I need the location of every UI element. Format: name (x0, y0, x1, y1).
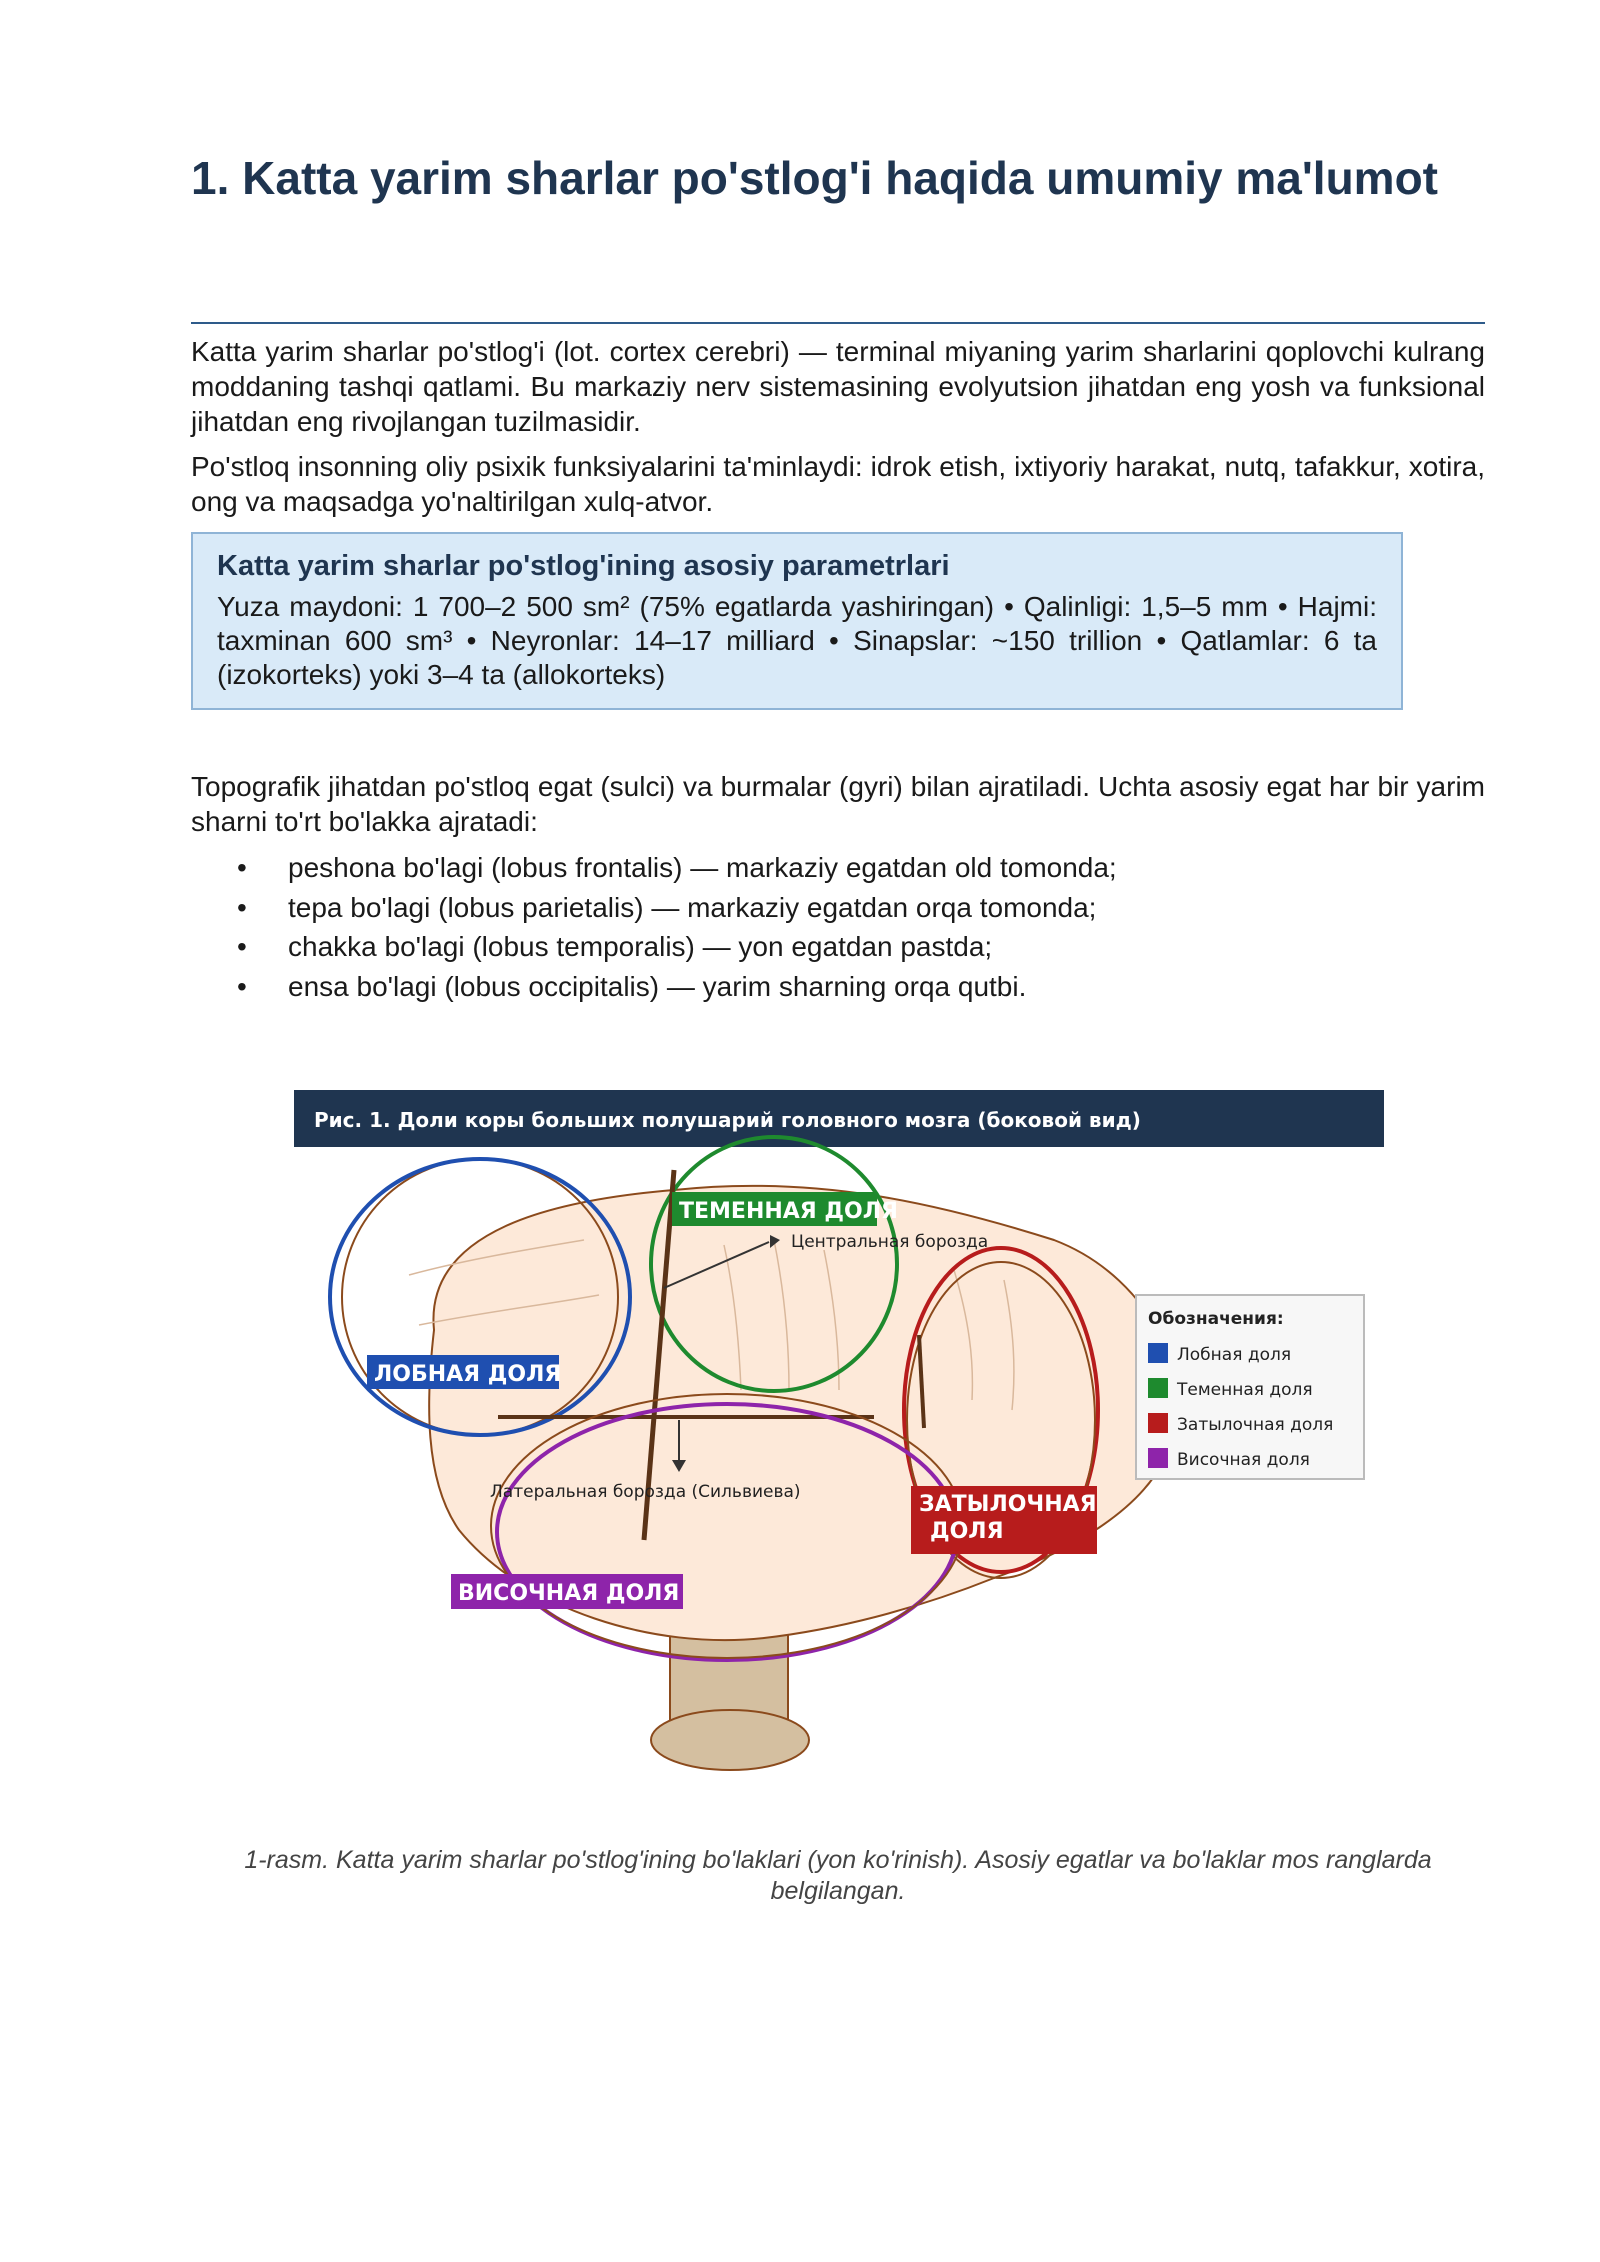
bullet-marker: • (237, 931, 247, 962)
brain-stem-base (651, 1710, 809, 1770)
list-item (191, 848, 1485, 888)
legend-item-frontal: Лобная доля (1177, 1345, 1292, 1365)
title-divider (191, 322, 1485, 324)
bullet-marker: • (237, 891, 247, 923)
bullet-marker: • (237, 970, 247, 1002)
intro-paragraph-1: Katta yarim sharlar po'stlog'i (lot. cortex cerebri) — terminal miyaning yarim sharlarini qoplovchi kulrang moddaning tashqi qatlami. Bu markaziy nerv sistemasining evolyutsion jihatdan eng yosh va funksional jihatdan eng rivojlangan tuzilmasidir. (191, 336, 1485, 437)
legend-item-occipital: Затылочная доля (1177, 1415, 1334, 1435)
brain-diagram (294, 1090, 1384, 1790)
frontal-label: ЛОБНАЯ ДОЛЯ (374, 1362, 562, 1387)
list-item-text: peshona bo'lagi (lobus frontalis) — markaziy egatdan old tomonda; (288, 852, 1117, 883)
parameters-box-text: Yuza maydoni: 1 700–2 500 sm² (75% egatlarda yashiringan) • Qalinligi: 1,5–5 mm • Hajmi: taxminan 600 sm³ • Neyronlar: 14–17 milliard • Sinapslar: ~150 trillion • Qatlamlar: 6 ta (izokorteks) yoki 3–4 ta (allokorteks) (217, 591, 1377, 690)
legend-item-parietal: Теменная доля (1177, 1380, 1313, 1400)
brain-lobes-figure (294, 1090, 1384, 1790)
lobes-list (191, 848, 1485, 1006)
parietal-label: ТЕМЕННАЯ ДОЛЯ (679, 1199, 898, 1224)
figure-caption: 1-rasm. Katta yarim sharlar po'stlog'ining bo'laklari (yon ko'rinish). Asosiy egatlar va bo'laklar mos ranglarda belgilangan. (244, 1846, 1432, 1905)
topography-paragraph: Topografik jihatdan po'stloq egat (sulci) va burmalar (gyri) bilan ajratiladi. Uchta asosiy egat har bir yarim sharni to'rt bo'lakka ajratadi: (191, 771, 1485, 837)
figure-header-text: Рис. 1. Доли коры больших полушарий головного мозга (боковой вид) (314, 1108, 1141, 1132)
legend-swatch-occipital (1148, 1413, 1168, 1433)
list-item (191, 888, 1485, 928)
legend-swatch-parietal (1148, 1378, 1168, 1398)
legend-item-temporal: Височная доля (1177, 1450, 1310, 1470)
list-item-text: chakka bo'lagi (lobus temporalis) — yon egatdan pastda; (288, 931, 993, 962)
legend-swatch-temporal (1148, 1448, 1168, 1468)
page-title: 1. Katta yarim sharlar po'stlog'i haqida umumiy ma'lumot (191, 152, 1438, 204)
list-item-text: ensa bo'lagi (lobus occipitalis) — yarim sharning orqa qutbi. (288, 970, 1027, 1002)
legend-title: Обозначения: (1148, 1309, 1284, 1329)
occipital-label-line2: ДОЛЯ (930, 1519, 1004, 1544)
occipital-label-line1: ЗАТЫЛОЧНАЯ (919, 1492, 1097, 1517)
intro-paragraph-2: Po'stloq insonning oliy psixik funksiyalarini ta'minlaydi: idrok etish, ixtiyoriy harakat, nutq, tafakkur, xotira, ong va maqsadga yo'naltirilgan xulq-atvor. (191, 451, 1485, 517)
temporal-label: ВИСОЧНАЯ ДОЛЯ (458, 1581, 680, 1606)
list-item (191, 967, 1485, 1007)
parameters-box-title: Katta yarim sharlar po'stlog'ining asosiy parametrlari (217, 550, 950, 582)
legend-swatch-frontal (1148, 1343, 1168, 1363)
bullet-marker: • (237, 852, 247, 883)
central-sulcus-label: Центральная борозда (791, 1232, 989, 1252)
list-item (191, 927, 1485, 967)
parameters-box (191, 532, 1403, 710)
list-item-text: tepa bo'lagi (lobus parietalis) — markaziy egatdan orqa tomonda; (288, 891, 1097, 923)
lateral-sulcus-label: Латеральная борозда (Сильвиева) (490, 1482, 801, 1502)
